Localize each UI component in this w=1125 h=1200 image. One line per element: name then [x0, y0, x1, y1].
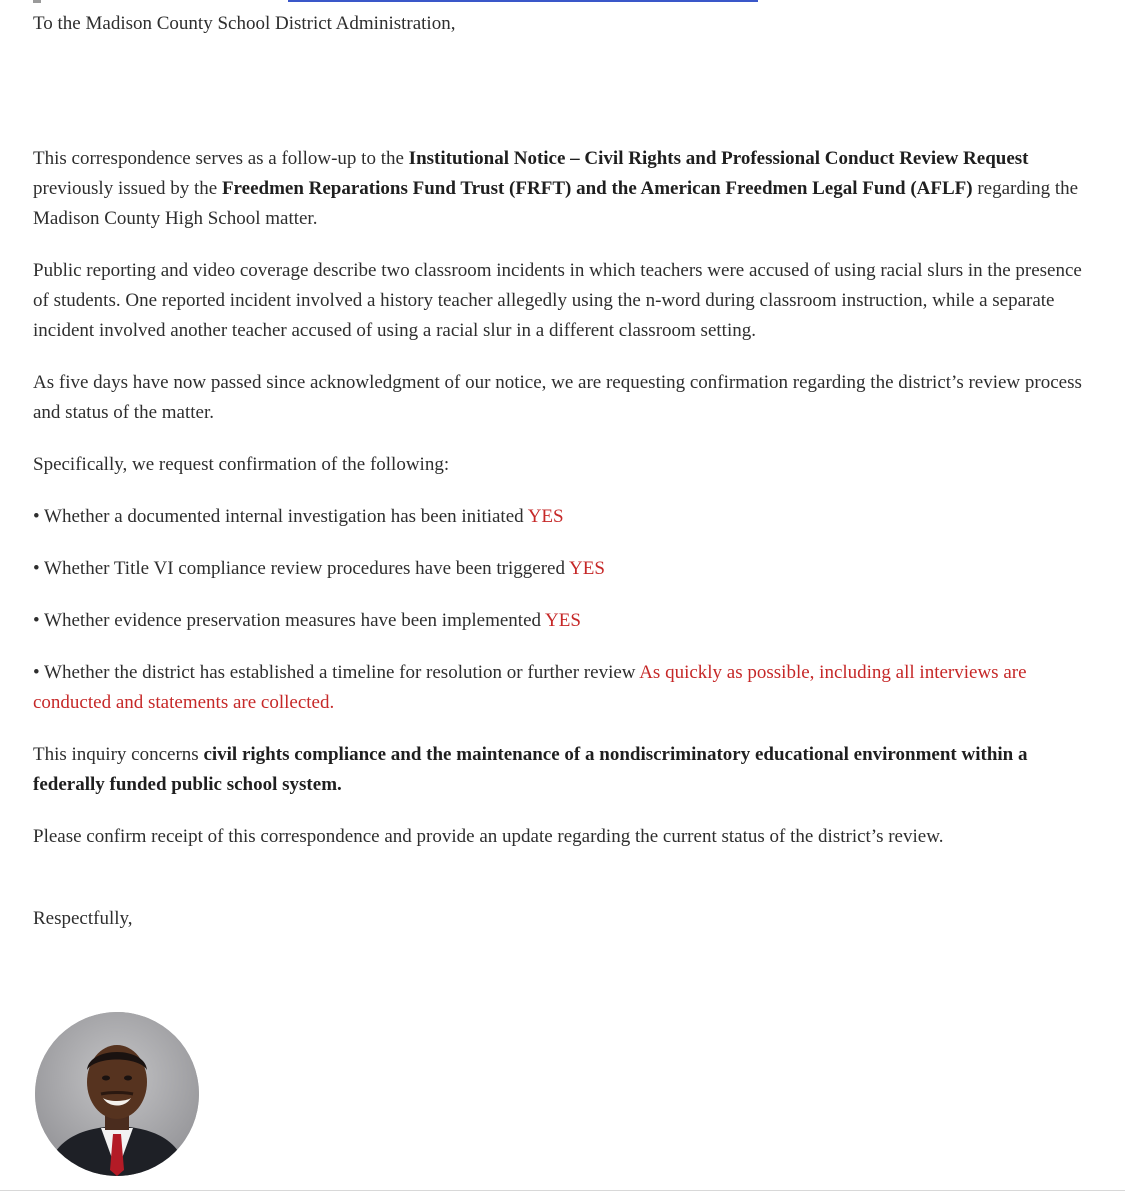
paragraph-incidents: Public reporting and video coverage describe two classroom incidents in which teachers were accused of using racial slurs in the presence of students. One reported incident involved a history teacher allegedly using the n-word during classroom instruction, while a separate incident involved another teacher accused of using a racial slur in a different classroom setting. [33, 260, 1082, 341]
paragraph-inquiry [33, 740, 1098, 800]
bullet-text: • Whether a documented internal investigation has been initiated [33, 506, 524, 527]
p5-text-1: This inquiry concerns [33, 744, 204, 765]
bullet-text: • Whether Title VI compliance review procedures have been triggered [33, 558, 565, 579]
bullet-answer: YES [545, 610, 581, 631]
bullet-answer: YES [527, 506, 564, 527]
paragraph-follow-up [33, 144, 1098, 234]
paragraph-confirm: Please confirm receipt of this correspondence and provide an update regarding the current status of the district’s review. [33, 826, 944, 847]
organization-names: Freedmen Reparations Fund Trust (FRFT) and the American Freedmen Legal Fund (AFLF) [221, 178, 973, 199]
bullet-answer: YES [569, 558, 605, 579]
cropped-email-link[interactable] [288, 0, 758, 2]
salutation: To the Madison County School District Administration, [33, 13, 456, 34]
p1-text-2: previously issued by the [33, 178, 222, 199]
inquiry-emphasis: civil rights compliance and the maintenance of a nondiscriminatory educational environment within a federally funded public school system. [33, 744, 1028, 795]
closing: Respectfully, [33, 908, 133, 929]
p1-text-1: This correspondence serves as a follow-up to the [33, 148, 409, 169]
quote-bar-fragment [33, 0, 41, 3]
bullet-item [33, 606, 1098, 636]
paragraph-request: As five days have now passed since acknowledgment of our notice, we are requesting confirmation regarding the district’s review process and status of the matter. [33, 372, 1082, 423]
notice-title: Institutional Notice – Civil Rights and Professional Conduct Review Request [408, 148, 1029, 169]
letter-body [33, 9, 1098, 934]
p1-text-3: regarding the Madison County High School matter. [33, 178, 1079, 229]
page-divider [0, 1190, 1125, 1191]
bullet-item [33, 502, 1098, 532]
cropped-header-line [33, 0, 763, 3]
paragraph-specifically: Specifically, we request confirmation of the following: [33, 454, 450, 475]
bullet-answer: As quickly as possible, including all interviews are conducted and statements are collected. [33, 662, 1027, 713]
bullet-text: • Whether evidence preservation measures have been implemented [33, 610, 541, 631]
bullet-text: • Whether the district has established a timeline for resolution or further review [33, 662, 636, 683]
portrait-icon [35, 1012, 199, 1176]
bullet-item [33, 554, 1098, 584]
bullet-item [33, 658, 1098, 718]
signer-avatar [35, 1012, 199, 1176]
